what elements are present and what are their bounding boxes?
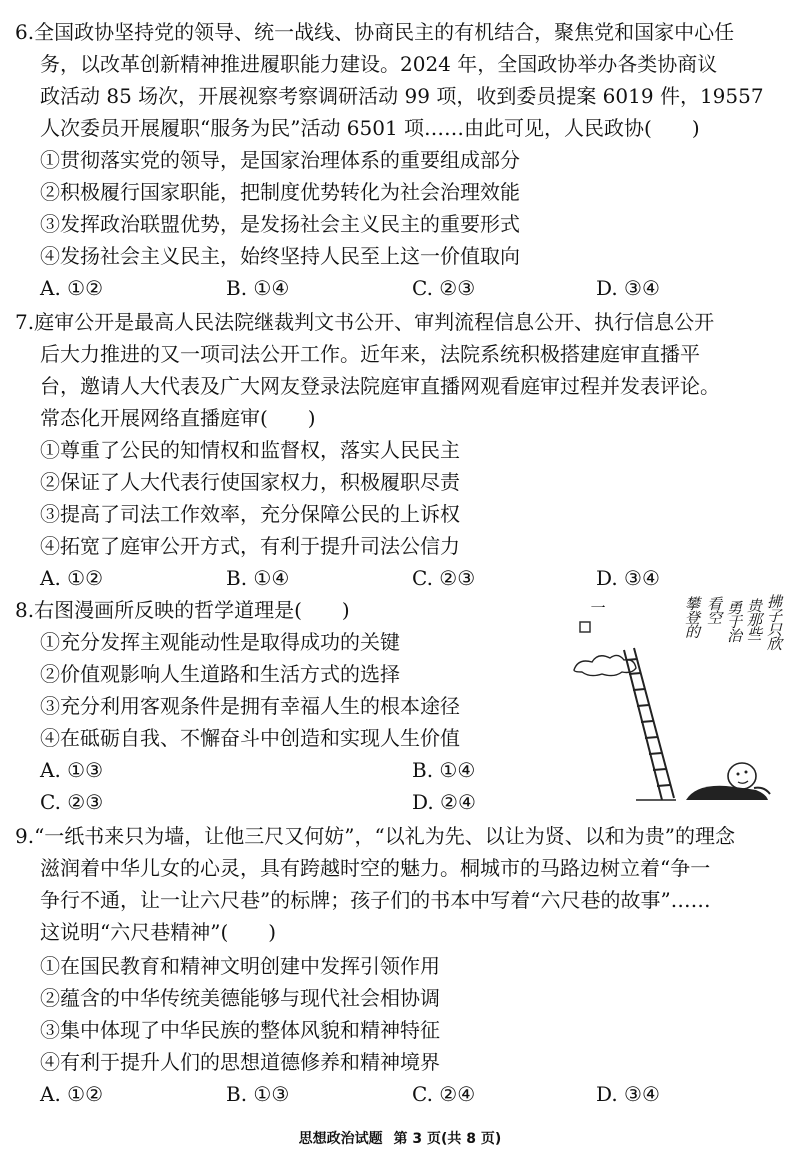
statement-1: ①在国民教育和精神文明创建中发挥引领作用 [40,954,440,978]
ladder-rungs [626,659,670,786]
option-b[interactable]: B. ①③ [226,1082,290,1106]
option-d[interactable]: D. ②④ [412,790,476,814]
option-b[interactable]: B. ①④ [226,566,290,590]
question-text-line: 务，以改革创新精神推进履职能力建设。2024 年，全国政协举办各类协商议 [40,52,718,76]
statement-4: ④发扬社会主义民主，始终坚持人民至上这一价值取向 [40,244,520,268]
question-text-line: 滋润着中华儿女的心灵，具有跨越时空的魅力。桐城市的马路边树立着“争一 [40,856,711,880]
cartoon-drawing [566,592,788,810]
question-text-line: 台，邀请人大代表及广大网友登录法院庭审直播网观看庭审过程并发表评论。 [40,374,720,398]
answer-options [40,756,560,784]
statement-2: ②价值观影响人生道路和生活方式的选择 [40,662,400,686]
person-head [728,763,756,789]
statement-2: ②蕴含的中华传统美德能够与现代社会相协调 [40,986,440,1010]
cartoon-caption-col: 看空 [705,596,723,624]
page-footer [0,1128,800,1148]
question-text-line: 6.全国政协坚持党的领导、统一战线、协商民主的有机结合，聚焦党和国家中心任 [15,20,735,44]
statement-3: ③提高了司法工作效率，充分保障公民的上诉权 [40,502,460,526]
question-text-line: 这说明“六尺巷精神”( ) [40,920,277,944]
statement-4: ④在砥砺自我、不懈奋斗中创造和实现人生价值 [40,726,460,750]
question-text-line: 9.“一纸书来只为墙，让他三尺又何妨”，“以礼为先、以让为贤、以和为贵”的理念 [15,824,735,848]
statement-1: ①贯彻落实党的领导，是国家治理体系的重要组成部分 [40,148,520,172]
statement-3: ③集中体现了中华民族的整体风貌和精神特征 [40,1018,440,1042]
question-text-line: 后大力推进的又一项司法公开工作。近年来，法院系统积极搭建庭审直播平 [40,342,700,366]
question-text-line: 8.右图漫画所反映的哲学道理是( ) [15,598,350,622]
answer-options [40,274,780,302]
statement-1: ①充分发挥主观能动性是取得成功的关键 [40,630,400,654]
option-c[interactable]: C. ②③ [412,276,476,300]
ladder-rail [624,650,662,800]
answer-options [40,788,560,816]
statement-2: ②保证了人大代表行使国家权力，积极履职尽责 [40,470,460,494]
option-c[interactable]: C. ②③ [40,790,104,814]
statement-2: ②积极履行国家职能，把制度优势转化为社会治理效能 [40,180,520,204]
cartoon-caption-col: 勇于治 [725,600,743,642]
answer-options [40,1080,780,1108]
option-c[interactable]: C. ②④ [412,1082,476,1106]
question-text-line: 常态化开展网络直播庭审( ) [40,406,316,430]
option-d[interactable]: D. ③④ [596,566,660,590]
option-b[interactable]: B. ①④ [412,758,476,782]
option-c[interactable]: C. ②③ [412,566,476,590]
option-d[interactable]: D. ③④ [596,276,660,300]
ladder-rail [634,648,674,798]
question-text-line: 7.庭审公开是最高人民法院继裁判文书公开、审判流程信息公开、执行信息公开 [15,310,715,334]
option-a[interactable]: A. ①③ [40,758,104,782]
cartoon-caption-col: 拂子只欣 [765,594,783,650]
cartoon-caption-col: 攀登的 [683,596,701,638]
cartoon-caption-col: 一 [587,600,605,614]
statement-1: ①尊重了公民的知情权和监督权，落实人民民主 [40,438,460,462]
statement-3: ③发挥政治联盟优势，是发扬社会主义民主的重要形式 [40,212,520,236]
seal-stamp [580,622,590,632]
option-a[interactable]: A. ①② [40,276,104,300]
statement-3: ③充分利用客观条件是拥有幸福人生的根本途径 [40,694,460,718]
option-a[interactable]: A. ①② [40,566,104,590]
answer-options [40,564,780,592]
question-text-line: 政活动 85 场次，开展视察考察调研活动 99 项，收到委员提案 6019 件，19557 [40,84,764,108]
cartoon-illustration [566,592,788,810]
statement-4: ④有利于提升人们的思想道德修养和精神境界 [40,1050,440,1074]
option-b[interactable]: B. ①④ [226,276,290,300]
cartoon-caption-col: 贵那些 [745,598,763,640]
statement-4: ④拓宽了庭审公开方式，有利于提升司法公信力 [40,534,460,558]
question-text-line: 人次委员开展履职“服务为民”活动 6501 项……由此可见，人民政协( ) [40,116,700,140]
option-d[interactable]: D. ③④ [596,1082,660,1106]
question-text-line: 争行不通，让一让六尺巷”的标牌；孩子们的书本中写着“六尺巷的故事”…… [40,888,711,912]
footer-page-number: 第 3 页(共 8 页) [393,1131,502,1147]
option-a[interactable]: A. ①② [40,1082,104,1106]
footer-subject: 思想政治试题 [298,1131,383,1147]
